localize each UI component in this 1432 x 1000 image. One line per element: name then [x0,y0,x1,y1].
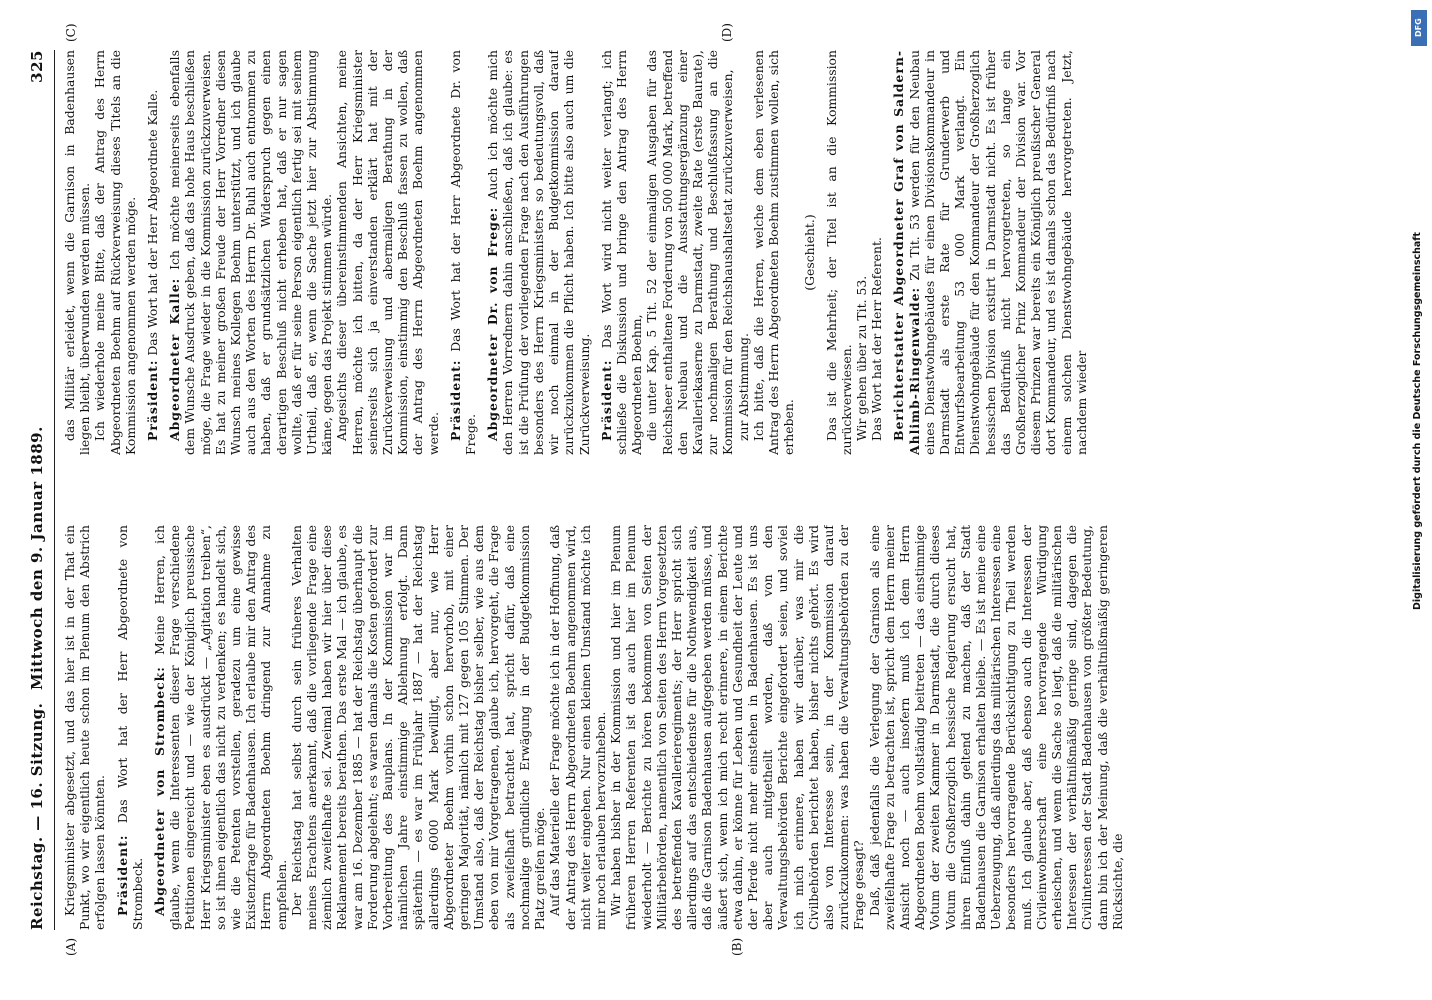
text-paragraph: Ich wiederhole meine Bitte, daß der Antrag des Herrn Abgeordneten Boehm auf Rückverweisung dieses Titels an die Kommission angenommen werden möge. [92,50,138,455]
speaker-name: Abgeordneter Dr. von Frege: [485,206,501,441]
speech-text: Das Wort hat der Herr Abgeordnete Dr. von Frege. [447,50,479,455]
speaker-name: Präsident: [598,359,614,441]
header-date: Mittwoch den 9. Januar 1889. [28,426,46,690]
text-paragraph: Wir haben bisher in der Kommission und hier im Plenum früheren Herren Referenten ist das auch hier im Plenum wiederholt — Berichte zu hören bekommen von Seiten der Militärbehörden, namentlich von Seiten des Herrn Vorgesetzten des betreffenden Kavallerieregiments; der Herr spricht sich allerdings auf das entschiedenste für die Nothwendigkeit aus, daß die Garnison Badenhausen aufgegeben werden müsse, und äußert sich, wenn ich mich recht erinnere, in einem Berichte etwa dahin, er könne für Leben und Gesundheit der Leute und der Pferde nicht mehr einstehen in Badenhausen. Es ist uns aber auch mitgetheilt worden, daß von den Verwaltungsbehörden Berichte eingefordert seien, und soviel ich mich erinnere, haben wir darüber, was mir die Civilbehörden berichtet haben, bisher nichts gehört. Es wird also von Interesse sein, in der Kommission darauf zurückzukommen: was haben die Verwaltungsbehörden zu der Frage gesagt? [608,525,867,930]
page-number: 325 [28,50,46,83]
speech-text: Auch ich möchte mich den Herren Vorrednern dahin anschließen, daß ich glaube: es ist die Prüfung der vorliegenden Frage nach den Ausführungen besonders des Herrn Kriegsministers so bedeutungsvoll, daß wir noch einmal in der Budgetkommission darauf zurückzukommen die Pflicht haben. Ich bitte also auch um die Zurückverweisung. [485,50,592,455]
text-paragraph: Der Reichstag hat selbst durch sein früheres Verhalten meines Erachtens anerkannt, daß die vorliegende Frage eine ziemlich zweifelhafte sei. Zweimal haben wir hier über diese Reklamement bereits berathen. Das erste Mal — ich glaube, es war am 16. Dezember 1885 — hat der Reichstag überhaupt die Forderung abgelehnt; es waren damals die Kosten gefordert zur Vorbereitung des Bauplans. In der Kommission war im nämlichen Jahre einstimmige Ablehnung erfolgt. Dann späterhin — es war im Frühjahr 1887 — hat der Reichstag allerdings 6000 Mark bewilligt, aber nur, wie Herr Abgeordneter Boehm vorhin schon hervorhob, mit einer geringen Majorität, nämlich mit 127 gegen 105 Stimmen. Der Umstand also, daß der Reichstag bisher selber, wie aus dem eben von mir Vorgetragenen, glaube ich, hervorgeht, die Frage als zweifelhaft betrachtet hat, spricht dafür, daß eine nochmalige gründliche Erwägung in der Budgetkommission Platz greifen möge. [288,525,548,930]
margin-mark-a: (A) [64,937,78,956]
speech-paragraph [167,50,334,455]
speech-paragraph [599,50,645,455]
text-paragraph: Daß, daß jedenfalls die Verlegung der Garnison als eine zweifelhafte Frage zu betrachten ist, spricht dem Herrn meiner Ansicht noch — auch insofern muß ich dem Herrn Abgeordneten Boehm vollständig beitreten — das einstimmige Votum der zweiten Kammer in Darmstadt, die durch dieses Votum die Großherzoglich hessische Regierung ersucht hat, ihren Einfluß dahin geltend zu machen, daß der Stadt Badenhausen die Garnison erhalten bleibe. — Es ist meine eine Ueberzeugung, daß allerdings das militärischen Interessen eine besonders hervorragende Berücksichtigung zu Theil werden muß. Ich glaube aber, daß ebenso auch die Interessen der Civileinwohnerschaft eine hervorragende Würdigung erheischen, und wenn die Sache so liegt, daß die militärischen Interessen der verhältnißmäßig geringe sind, dagegen die Civilinteressen der Stadt Badenhausen von größter Bedeutung, dann bin ich der Meinung, daß die verhältnißmäßig geringeren Rücksichte, die [866,525,1125,930]
right-text-column [62,50,1392,455]
speaker-name: Präsident: [145,359,161,441]
speech-paragraph [891,50,1089,455]
speaker-name: Abgeordneter Kalle: [167,277,183,441]
text-paragraph: Ich bitte, daß die Herren, welche dem eben verlesenen Antrag des Herrn Abgeordneten Boehm zustimmen wollen, sich erheben. [750,50,797,455]
text-paragraph: Das Wort hat der Herr Referent. [869,237,885,441]
speaker-name: Präsident: [114,834,130,916]
speech-paragraph [485,50,591,455]
speaker-name: Präsident: [447,359,463,441]
text-paragraph: Das ist die Mehrheit; der Titel ist an die Kommission zurückverwiesen. [823,50,854,455]
margin-mark-d: (D) [720,23,734,42]
text-paragraph: das Militär erleidet, wenn die Garnison in Badenhausen liegen bleibt, überwunden werden müssen. [62,50,93,455]
text-paragraph: Angesichts dieser übereinstimmenden Ansichten, meine Herren, möchte ich bitten, da der Herr Kriegsminister seinerseits sich ja einverstanden erklärt hat mit der Zurückverweisung und abermaligen Berathung in der Kommission, einstimmig den Beschluß fassen zu wollen, daß der Antrag des Herrn Abgeordneten Boehm angenommen werde. [334,50,441,455]
speaker-name: Abgeordneter von Strombeck: [152,666,168,916]
page-header [28,50,54,930]
text-paragraph: Kriegsminister abgesetzt, und das hier ist in der That ein Punkt, wo wir eigentlich heute schon im Plenum den Abstrich erfolgen lassen könnten. [62,525,108,930]
speech-paragraph [115,525,145,930]
speech-text: Ich möchte meinerseits ebenfalls dem Wunsche Ausdruck geben, daß das hohe Haus beschließen möge, die Frage wieder in die Kommission zurückzuverweisen. Es hat zu meiner großen Freude der Herr Vorredner diesen Wunsch meines Kollegen Boehm unterstützt, und ich glaube auch aus den Worten des Herrn Dr. Buhl auch entnommen zu haben, daß er grundsätzlichen Widerspruch gegen einen derartigen Beschluß nicht erheben hat, daß er nur sagen wollte, daß er für seine Person eigentlich fertig sei mit seinem Urtheil, daß er, wenn die Sache jetzt hier zur Abstimmung käme, gegen das Projekt stimmen würde. [167,50,335,455]
speech-text: Das Wort hat der Herr Abgeordnete von Strombeck. [114,525,145,930]
speech-paragraph [152,525,289,930]
speech-paragraph [448,50,478,455]
text-paragraph: zur Abstimmung. [735,333,751,441]
speech-text: Das Wort hat der Herr Abgeordnete Kalle. [145,89,161,360]
speech-text: Zu Tit. 53 werden für den Neubau eines Dienstwohngebäudes für einen Divisionskommandeur in Darmstadt als erste Rate für Grunderwerb und Entwurfsbearbeitung 53 000 Mark verlangt. Ein Dienstwohngebäude für den Kommandeur der Großherzoglich hessischen Division existirt in Darmstadt nicht. Es ist früher das Bedürfniß nicht hervorgetreten, so lange ein Großherzoglicher Prinz Kommandeur der Division war. Vor diesem Prinzen war bereits ein Königlich preußischer General dort Kommandeur, und es ist damals schon das Bedürfniß nach einem solchen Dienstwohngebäude hervorgetreten. Jetzt, nachdem wieder [906,50,1089,455]
speaker-name: Berichterstatter Abgeordneter Graf von Saldern-Ahlimb-Ringenwalde: [891,50,922,455]
text-paragraph: die unter Kap. 5 Tit. 52 der einmaligen Ausgaben für das Reichsheer enthaltene Forderung von 500 000 Mark, betreffend den Neubau und die Ausstattungsergänzung einer Kavalleriekaserne zu Darmstadt, zweite Rate (erste Baurate), zur nochmaligen Berathung und Beschlußfassung an die Kommission für den Reichshaushaltsetat zurückzuverweisen, [644,50,736,455]
margin-mark-b: (B) [730,937,744,956]
speech-paragraph [145,50,160,455]
header-session: Reichstag. — 16. Sitzung. [28,702,46,930]
dfg-credit-text: Digitalisierung gefördert durch die Deutsche Forschungsgemeinschaft [1412,232,1423,610]
dfg-logo: DFG [1411,10,1427,46]
text-paragraph: Auf das Materielle der Frage möchte ich in der Hoffnung, daß der Antrag des Herrn Abgeordneten Boehm angenommen wird, nicht weiter eingehen. Nur einen kleinen Umstand möchte ich mir noch erlauben hervorzuheben. [547,525,608,930]
left-text-column [62,525,1392,930]
speech-text: Meine Herren, ich glaube, wenn die Interessenten dieser Frage verschiedene Petitionen eingereicht und — wie der Königlich preussische Herr Kriegsminister eben es ausdrückt — „Agitation treiben“, so ist ihnen eigentlich das nicht zu verdenken; es handelt sich, wie die Petenten vorstellen, geradezu um eine gewisse Existenzfrage für Badenhausen. Ich erlaube mir den Antrag des Herrn Abgeordneten Boehm dringend zur Annahme zu empfehlen. [152,525,289,930]
text-paragraph: Wir gehen über zu Tit. 53. [853,275,869,441]
header-rule [54,50,55,930]
margin-mark-c: (C) [64,23,78,42]
speech-text: Das Wort wird nicht weiter verlangt; ich schließe die Diskussion und bringe den Antrag des Herrn Abgeordneten Boehm, [598,50,645,455]
stage-direction: (Geschieht.) [802,214,818,291]
dfg-stamp [1410,10,1428,990]
